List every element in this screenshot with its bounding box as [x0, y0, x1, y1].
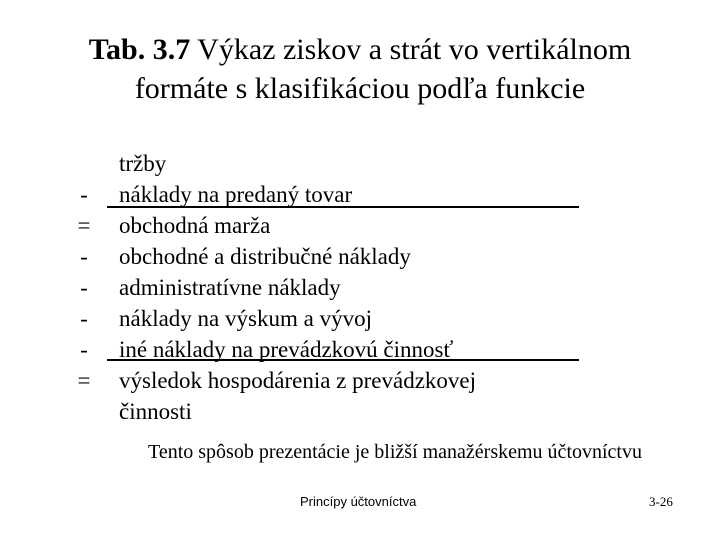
row-label: obchodné a distribučné náklady [119, 244, 411, 269]
row-label: iné náklady na prevádzkovú činnosť [119, 337, 454, 362]
row-label: obchodná marža [119, 213, 271, 238]
row-label: činnosti [119, 399, 192, 424]
footer-page-number: 3-26 [649, 494, 673, 509]
row-label: tržby [119, 151, 167, 176]
table-number: Tab. 3.7 [88, 33, 191, 66]
operator-symbol: = [77, 368, 91, 393]
statement-row [0, 272, 720, 303]
operator-symbol: - [80, 244, 88, 269]
subtotal-rule [107, 206, 579, 208]
operator-symbol: - [80, 306, 88, 331]
statement-row [0, 210, 720, 241]
operator-symbol: - [80, 337, 88, 362]
row-label: administratívne náklady [119, 275, 341, 300]
footer-course-title: Princípy účtovníctva [300, 494, 417, 509]
total-rule [107, 359, 579, 361]
title-line-1 [0, 30, 720, 69]
statement-row [0, 365, 720, 396]
row-label: výsledok hospodárenia z prevádzkovej [119, 368, 477, 393]
title-line-2: formáte s klasifikáciou podľa funkcie [134, 72, 586, 105]
statement-row [0, 303, 720, 334]
operator-symbol: = [77, 213, 91, 238]
statement-row [0, 241, 720, 272]
slide-title [0, 30, 720, 108]
presentation-note: Tento spôsob prezentácie je bližší manažérskemu účtovníctvu [148, 441, 642, 463]
statement-row [0, 396, 720, 427]
statement-row [0, 148, 720, 179]
title-text-1: Výkaz ziskov a strát vo vertikálnom [197, 33, 632, 66]
row-label: náklady na výskum a vývoj [119, 306, 372, 331]
operator-symbol: - [80, 275, 88, 300]
row-label: náklady na predaný tovar [119, 182, 353, 207]
operator-symbol: - [80, 182, 88, 207]
